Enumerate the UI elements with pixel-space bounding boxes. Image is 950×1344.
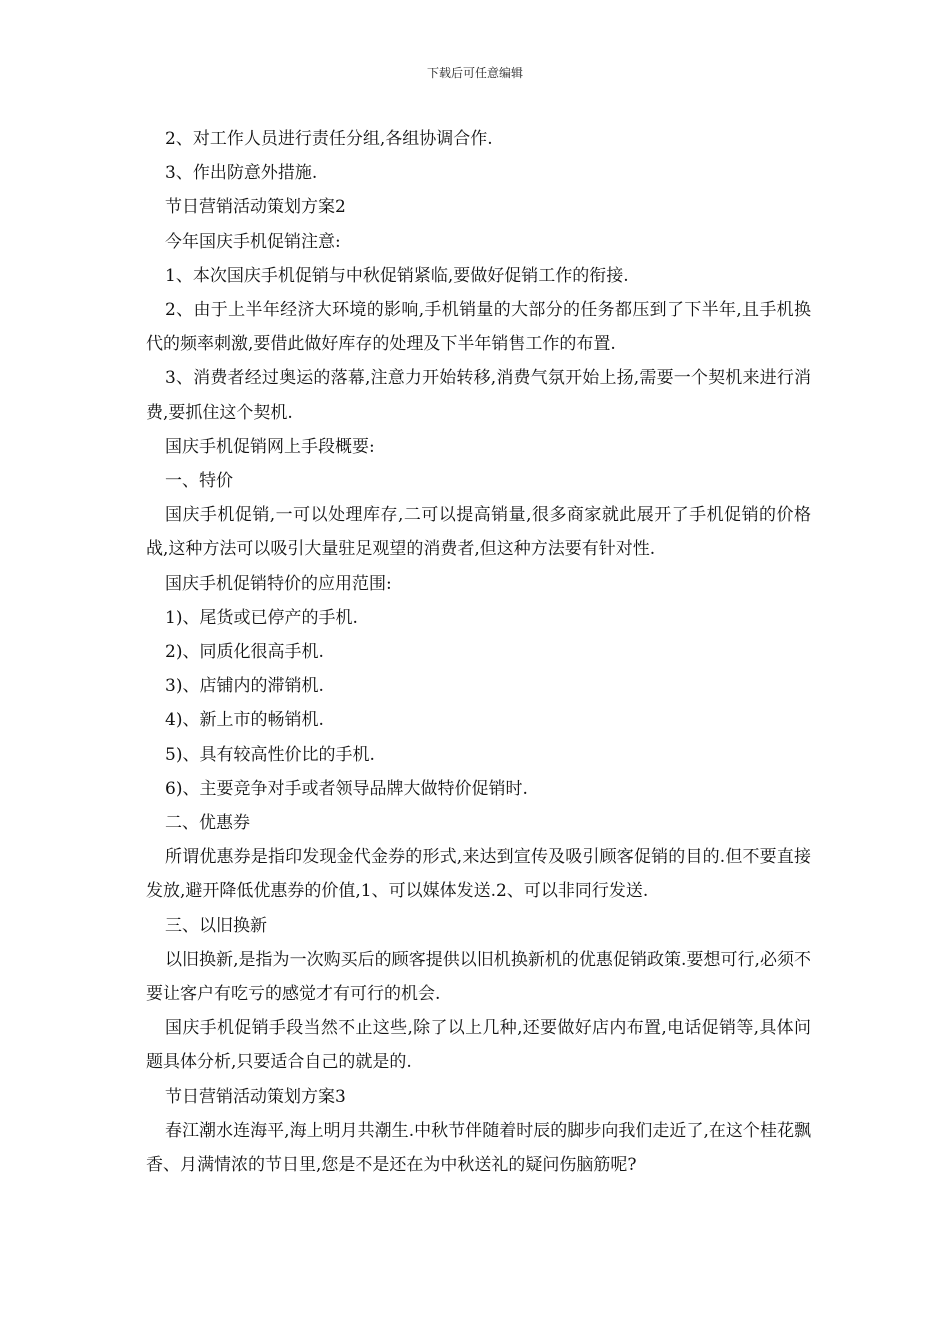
list-item: 5)、具有较高性价比的手机. bbox=[165, 744, 375, 765]
paragraph: 春江潮水连海平,海上明月共潮生.中秋节伴随着时辰的脚步向我们走近了,在这个桂花飘香、月满情浓的节日里,您是不是还在为中秋送礼的疑问伤脑筋呢? bbox=[146, 1120, 811, 1176]
section-heading: 节日营销活动策划方案2 bbox=[165, 197, 346, 218]
subsection-heading: 三、以旧换新 bbox=[165, 915, 267, 936]
subsection-heading: 一、特价 bbox=[165, 471, 233, 492]
list-item: 4)、新上市的畅销机. bbox=[165, 710, 324, 731]
paragraph: 2、由于上半年经济大环境的影响,手机销量的大部分的任务都压到了下半年,且手机换代的频率刺激,要借此做好库存的处理及下半年销售工作的布置. bbox=[146, 300, 811, 355]
paragraph: 3、消费者经过奥运的落幕,注意力开始转移,消费气氛开始上扬,需要一个契机来进行消费,要抓住这个契机. bbox=[146, 368, 811, 423]
list-item: 1)、尾货或已停产的手机. bbox=[165, 607, 358, 628]
subsection-heading: 二、优惠券 bbox=[165, 813, 250, 834]
paragraph: 国庆手机促销,一可以处理库存,二可以提高销量,很多商家就此展开了手机促销的价格战,这种方法可以吸引大量驻足观望的消费者,但这种方法要有针对性. bbox=[146, 505, 811, 560]
paragraph: 3、作出防意外措施. bbox=[165, 163, 318, 184]
paragraph: 国庆手机促销手段当然不止这些,除了以上几种,还要做好店内布置,电话促销等,具体问题具体分析,只要适合自己的就是的. bbox=[146, 1018, 811, 1073]
list-item: 2)、同质化很高手机. bbox=[165, 642, 324, 663]
section-heading: 节日营销活动策划方案3 bbox=[165, 1086, 346, 1107]
paragraph: 所谓优惠券是指印发现金代金券的形式,来达到宣传及吸引顾客促销的目的.但不要直接发放,避开降低优惠券的价值,1、可以媒体发送.2、可以非同行发送. bbox=[146, 847, 811, 902]
paragraph: 今年国庆手机促销注意: bbox=[165, 231, 341, 252]
paragraph: 2、对工作人员进行责任分组,各组协调合作. bbox=[165, 129, 493, 149]
paragraph: 国庆手机促销特价的应用范围: bbox=[165, 573, 392, 594]
list-item: 3)、店铺内的滞销机. bbox=[165, 676, 324, 697]
list-item: 6)、主要竞争对手或者领导品牌大做特价促销时. bbox=[165, 778, 528, 799]
paragraph: 1、本次国庆手机促销与中秋促销紧临,要做好促销工作的衔接. bbox=[165, 265, 629, 286]
document-body bbox=[146, 122, 811, 1182]
paragraph: 以旧换新,是指为一次购买后的顾客提供以旧机换新机的优惠促销政策.要想可行,必须不要让客户有吃亏的感觉才有可行的机会. bbox=[146, 949, 811, 1005]
paragraph: 国庆手机促销网上手段概要: bbox=[165, 436, 375, 457]
page-header: 下载后可任意编辑 bbox=[426, 66, 523, 80]
